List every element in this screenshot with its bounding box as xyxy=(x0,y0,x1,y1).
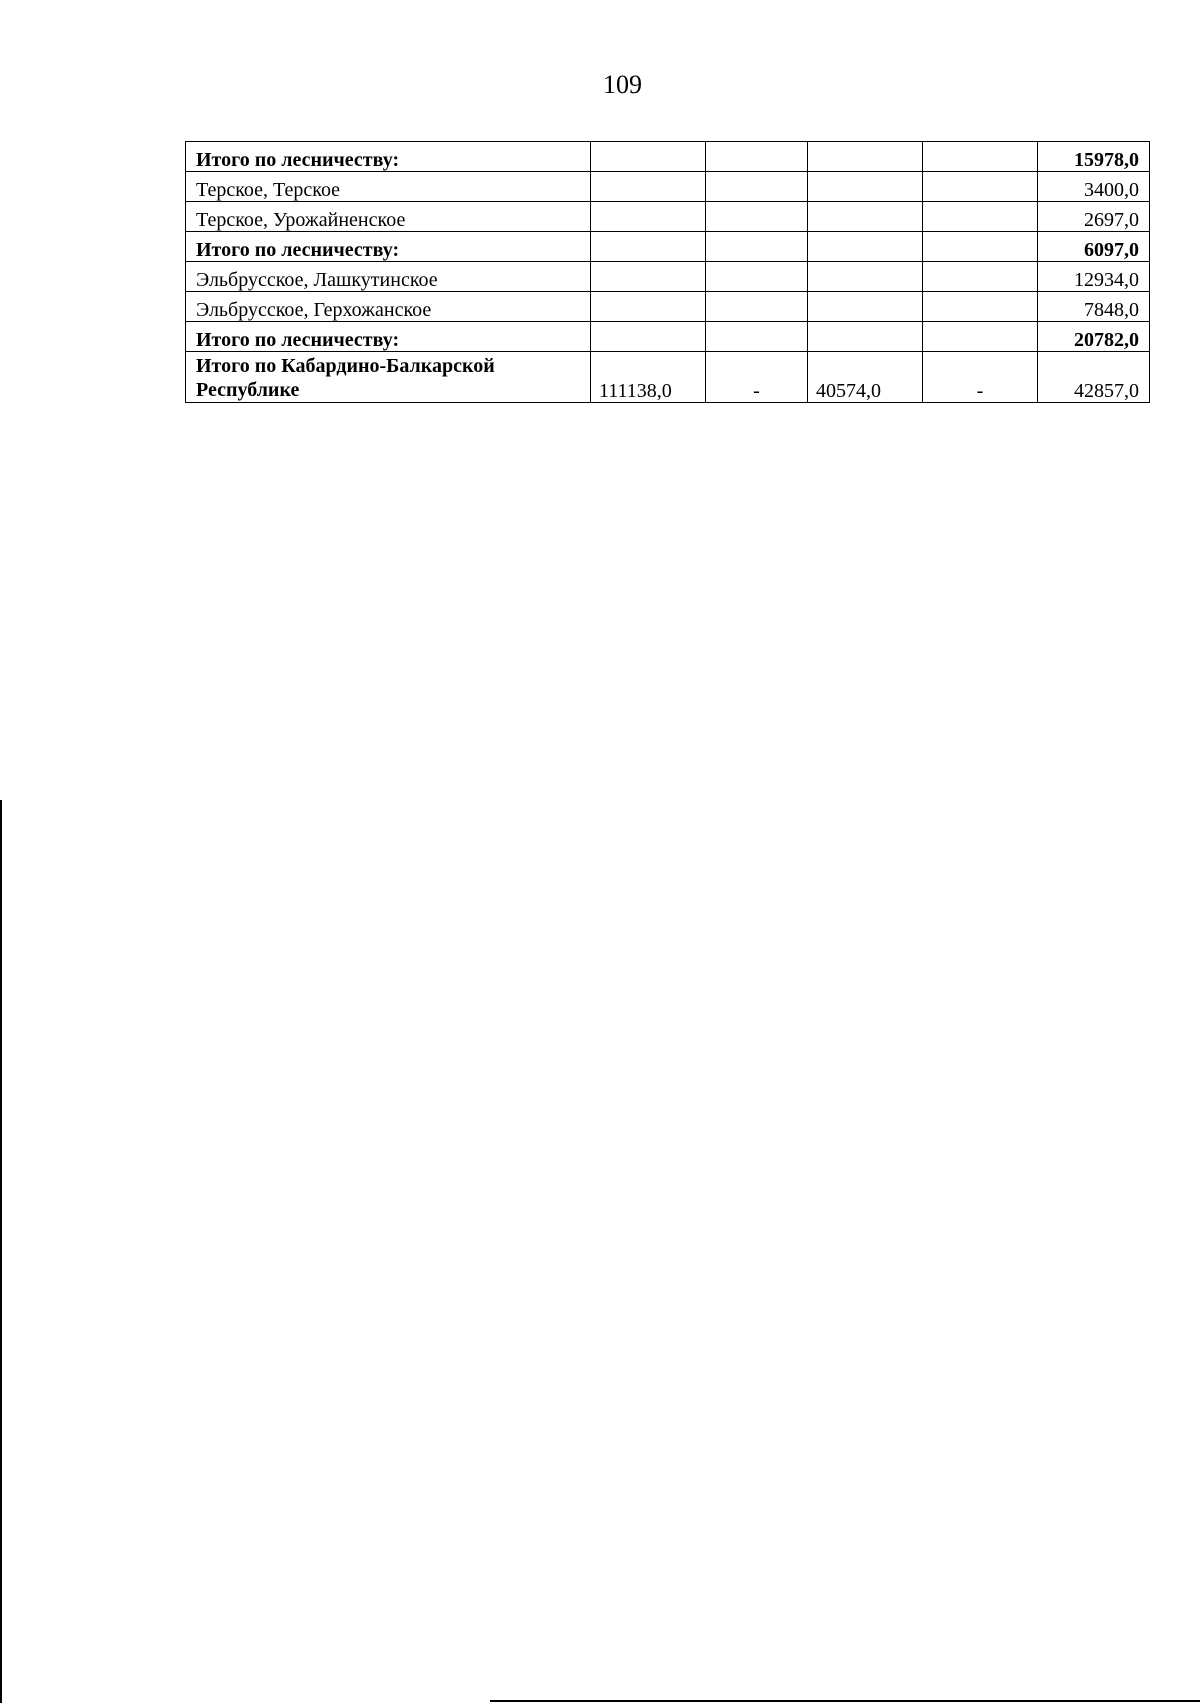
cell-col-1 xyxy=(591,322,706,352)
cell-col-4 xyxy=(923,322,1038,352)
cell-col-4 xyxy=(923,232,1038,262)
cell-col-4 xyxy=(923,262,1038,292)
page-number: 109 xyxy=(603,70,642,99)
cell-col-1 xyxy=(591,292,706,322)
cell-col-4 xyxy=(923,292,1038,322)
cell-col-5: 3400,0 xyxy=(1038,172,1150,202)
cell-col-3: 40574,0 xyxy=(808,352,923,403)
table-row xyxy=(186,322,1150,352)
table-row xyxy=(186,142,1150,172)
cell-col-2 xyxy=(706,172,808,202)
cell-col-5: 7848,0 xyxy=(1038,292,1150,322)
row-name: Терское, Урожайненское xyxy=(186,202,591,232)
table-row xyxy=(186,172,1150,202)
row-name: Итого по Кабардино-Балкарской Республике xyxy=(186,352,591,403)
cell-col-1 xyxy=(591,142,706,172)
cell-col-1 xyxy=(591,202,706,232)
cell-col-2: - xyxy=(706,352,808,403)
cell-col-3 xyxy=(808,262,923,292)
cell-col-5: 20782,0 xyxy=(1038,322,1150,352)
row-name: Терское, Терское xyxy=(186,172,591,202)
cell-col-1: 111138,0 xyxy=(591,352,706,403)
table-row-grand-total xyxy=(186,352,1150,403)
scan-edge-bottom xyxy=(490,1700,1200,1702)
forestry-totals-table xyxy=(185,141,1150,403)
cell-col-1 xyxy=(591,262,706,292)
cell-col-4 xyxy=(923,142,1038,172)
cell-col-5: 12934,0 xyxy=(1038,262,1150,292)
cell-col-4 xyxy=(923,172,1038,202)
cell-col-1 xyxy=(591,172,706,202)
cell-col-2 xyxy=(706,142,808,172)
row-name: Эльбрусское, Лашкутинское xyxy=(186,262,591,292)
cell-col-4: - xyxy=(923,352,1038,403)
cell-col-2 xyxy=(706,232,808,262)
cell-col-2 xyxy=(706,292,808,322)
cell-col-3 xyxy=(808,292,923,322)
scan-edge-left xyxy=(0,800,2,1703)
row-name: Эльбрусское, Герхожанское xyxy=(186,292,591,322)
cell-col-3 xyxy=(808,172,923,202)
row-name: Итого по лесничеству: xyxy=(186,142,591,172)
table-row xyxy=(186,262,1150,292)
cell-col-3 xyxy=(808,142,923,172)
table-row xyxy=(186,232,1150,262)
table-row xyxy=(186,202,1150,232)
cell-col-2 xyxy=(706,262,808,292)
cell-col-5: 42857,0 xyxy=(1038,352,1150,403)
row-name: Итого по лесничеству: xyxy=(186,232,591,262)
cell-col-5: 6097,0 xyxy=(1038,232,1150,262)
cell-col-2 xyxy=(706,322,808,352)
cell-col-5: 2697,0 xyxy=(1038,202,1150,232)
cell-col-4 xyxy=(923,202,1038,232)
cell-col-1 xyxy=(591,232,706,262)
cell-col-5: 15978,0 xyxy=(1038,142,1150,172)
cell-col-3 xyxy=(808,202,923,232)
row-name: Итого по лесничеству: xyxy=(186,322,591,352)
cell-col-2 xyxy=(706,202,808,232)
table-row xyxy=(186,292,1150,322)
cell-col-3 xyxy=(808,232,923,262)
cell-col-3 xyxy=(808,322,923,352)
